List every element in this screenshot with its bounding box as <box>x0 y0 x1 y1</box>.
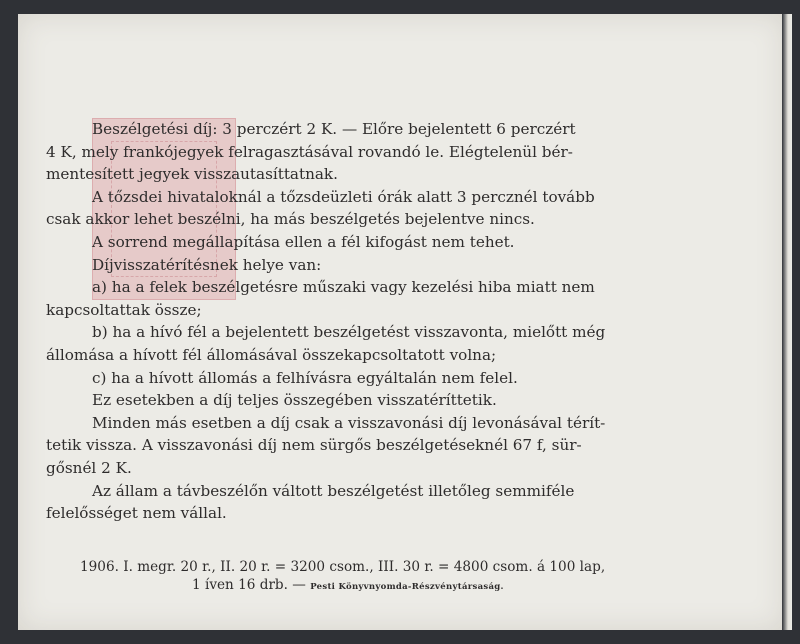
text-line <box>46 412 746 435</box>
line-text: gősnél 2 K. <box>46 458 132 477</box>
text-line <box>46 321 746 344</box>
line-text: mentesített jegyek visszautasíttatnak. <box>46 165 338 184</box>
line-text: tetik vissza. A visszavonási díj nem sürgős beszélgetéseknél 67 f, sür- <box>46 436 582 455</box>
text-line <box>46 208 746 231</box>
line-text: felelősséget nem vállal. <box>46 504 227 523</box>
text-line <box>46 344 746 367</box>
line-text: b) ha a hívó fél a bejelentett beszélgetést visszavonta, mielőtt még <box>92 323 606 342</box>
line-text: kapcsoltattak össze; <box>46 300 202 319</box>
line-text: A sorrend megállapítása ellen a fél kifogást nem tehet. <box>92 232 515 251</box>
text-line <box>46 480 746 503</box>
line-text: Díjvisszatérítésnek helye van: <box>92 255 322 274</box>
sheet-count: 1 íven 16 drb. — <box>192 577 306 593</box>
line-text: Minden más esetben a díj csak a visszavonási díj levonásával térít- <box>92 413 606 432</box>
imprint-line-2 <box>72 576 732 596</box>
line-text: Beszélgetési díj: 3 perczért 2 K. — Előre bejelentett 6 perczért <box>92 120 576 138</box>
torn-edge <box>782 14 792 630</box>
imprint-line-1 <box>72 558 732 576</box>
line-text: A tőzsdei hivataloknál a tőzsdeüzleti órák alatt 3 percznél tovább <box>92 187 595 206</box>
text-line <box>46 231 746 254</box>
line-text: c) ha a hívott állomás a felhívásra egyáltalán nem felel. <box>92 368 518 387</box>
text-line <box>46 434 746 457</box>
text-line <box>46 502 746 525</box>
text-line <box>46 118 746 141</box>
print-imprint <box>72 558 732 596</box>
line-text: 4 K, mely frankójegyek felragasztásával rovandó le. Elégtelenül bér- <box>46 142 573 161</box>
line-text: állomása a hívott fél állomásával összekapcsoltatott volna; <box>46 345 497 364</box>
line-text: csak akkor lehet beszélni, ha más beszélgetés bejelentve nincs. <box>46 210 535 229</box>
text-line <box>46 299 746 322</box>
text-line <box>46 389 746 412</box>
line-text: Ez esetekben a díj teljes összegében visszatéríttetik. <box>92 391 497 410</box>
line-text: Az állam a távbeszélőn váltott beszélgetést illetőleg semmiféle <box>92 481 575 500</box>
printer-name: Pesti Könyvnyomda-Részvénytársaság. <box>310 582 504 592</box>
document-body <box>46 118 746 525</box>
imprint-text: 1906. I. megr. 20 r., II. 20 r. = 3200 csom., III. 30 r. = 4800 csom. á 100 lap, <box>80 559 606 575</box>
text-line <box>46 141 746 164</box>
line-text: a) ha a felek beszélgetésre műszaki vagy kezelési hiba miatt nem <box>92 278 595 297</box>
text-line <box>46 457 746 480</box>
text-line <box>46 276 746 299</box>
text-line <box>46 163 746 186</box>
text-line <box>46 254 746 277</box>
text-line <box>46 367 746 390</box>
text-line <box>46 186 746 209</box>
